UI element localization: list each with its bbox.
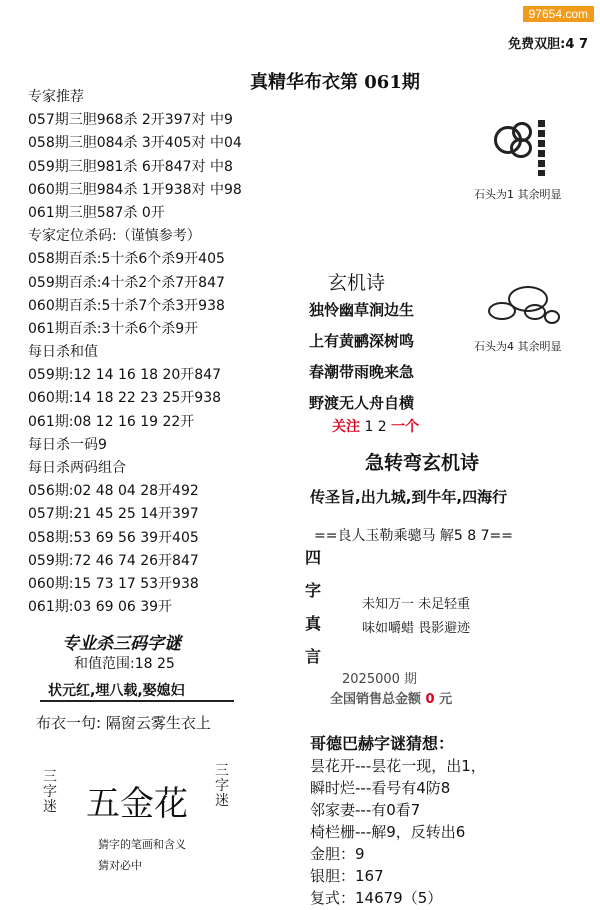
four-words-row: 未知万一 未足轻重 (362, 597, 471, 612)
follow-tail: 一个 (391, 419, 420, 435)
riddle-sum-range: 和值范围:18 25 (74, 656, 175, 672)
left-line: 专家定位杀码:（谨慎参考） (28, 228, 201, 245)
riddle-side-char: 迷 (43, 799, 57, 815)
riddle-hint: 猜对必中 (98, 859, 142, 872)
left-line: 058期三胆084杀 3开405对 中04 (28, 135, 242, 152)
sales-total (330, 688, 452, 707)
riddle-side-char: 迷 (215, 793, 229, 809)
goede-line: 昙花开---昙花一现，出1， (310, 757, 486, 775)
left-line: 059期三胆981杀 6开847对 中8 (28, 158, 233, 175)
riddle-side-left (42, 770, 58, 815)
poem-line: 野渡无人舟自横 (309, 394, 415, 412)
follow-digits: 1 2 (364, 419, 387, 435)
poem-title: 玄机诗 (328, 272, 386, 294)
left-line: 061期三胆587杀 0开 (28, 204, 165, 221)
stone-picture-2 (484, 282, 564, 328)
left-line: 057期三胆968杀 2开397对 中9 (28, 112, 233, 129)
goede-title: 哥德巴赫字谜猜想： (310, 734, 455, 753)
left-line: 专家推荐 (28, 89, 84, 105)
follow-hint (332, 416, 419, 436)
riddle-divider (40, 700, 234, 702)
riddle-word: 五金花 (86, 784, 188, 824)
free-double: 免费双胆:4 7 (508, 37, 588, 52)
stone-caption-2: 石头为4 其余明显 (474, 340, 562, 353)
riddle-side-char: 字 (43, 784, 57, 800)
four-words-char: 言 (305, 647, 322, 666)
goede-line: 复式：14679（5） (310, 889, 443, 907)
left-line: 057期:21 45 25 14开397 (28, 506, 199, 523)
left-line: 060期:14 18 22 23 25开938 (28, 390, 222, 407)
riddle-side-char: 字 (215, 778, 229, 794)
left-line: 每日杀一码9 (28, 436, 107, 453)
four-words-char: 四 (305, 548, 322, 567)
four-words-char: 字 (305, 581, 322, 600)
page-title: 真精华布衣第 061期 (250, 72, 420, 93)
poem-line: 春潮带雨晚来急 (309, 363, 415, 381)
goede-line: 邻家妻---有0看7 (310, 801, 421, 819)
four-words-row: 味如嚼蜡 畏影避迹 (362, 621, 471, 636)
goede-line: 银胆：167 (310, 867, 384, 885)
stone-picture-1 (486, 116, 556, 178)
left-column (28, 86, 242, 619)
poem-line: 独怜幽草涧边生 (309, 301, 415, 319)
sales-unit: 元 (439, 692, 453, 707)
goede-line: 椅栏栅---解9，反转出6 (310, 823, 466, 841)
left-line: 061期百杀:3十杀6个杀9开 (28, 320, 199, 337)
goede-line: 瞬时烂---看号有4防8 (310, 779, 451, 797)
four-words-char: 真 (305, 614, 322, 633)
poem-line: 上有黄鹂深树鸣 (309, 332, 415, 350)
riddle-side-right (214, 764, 230, 809)
sales-amount: 0 (425, 692, 435, 707)
turn-poem-line: ==良人玉勒乘骢马 解5 8 7== (314, 528, 513, 544)
left-line: 058期百杀:5十杀6个杀9开405 (28, 251, 225, 268)
left-line: 每日杀两码组合 (28, 460, 126, 476)
left-line: 061期:03 69 06 39开 (28, 599, 173, 616)
left-line: 每日杀和值 (28, 344, 98, 361)
riddle-heading: 专业杀三码字谜 (62, 634, 181, 654)
left-line: 059期:12 14 16 18 20开847 (28, 367, 222, 384)
left-line: 058期:53 69 56 39开405 (28, 529, 199, 546)
riddle-side-char: 三 (215, 763, 229, 779)
turn-poem-title: 急转弯玄机诗 (365, 452, 480, 474)
riddle-side-char: 三 (43, 769, 57, 785)
left-line: 059期百杀:4十杀2个杀7开847 (28, 274, 225, 291)
left-line: 059期:72 46 74 26开847 (28, 552, 199, 569)
riddle-phrase: 状元红,埋八载,娶媳妇 (48, 683, 185, 699)
left-line: 060期:15 73 17 53开938 (28, 575, 199, 592)
sales-period: 2025000 期 (342, 672, 418, 687)
riddle-buyi: 布衣一句: 隔窗云雾生衣上 (36, 714, 211, 732)
stone-caption-1: 石头为1 其余明显 (474, 188, 562, 201)
follow-label: 关注 (332, 419, 360, 435)
site-badge[interactable]: 97654.com (523, 6, 594, 22)
left-line: 061期:08 12 16 19 22开 (28, 413, 195, 430)
left-line: 060期百杀:5十杀7个杀3开938 (28, 297, 225, 314)
sales-label: 全国销售总金额 (330, 692, 422, 707)
left-line: 056期:02 48 04 28开492 (28, 483, 199, 500)
riddle-hint: 猜字的笔画和含义 (98, 838, 186, 851)
goede-line: 金胆：9 (310, 845, 365, 863)
left-line: 060期三胆984杀 1开938对 中98 (28, 181, 242, 198)
turn-poem-text: 传圣旨,出九城,到牛年,四海行 (310, 488, 508, 506)
